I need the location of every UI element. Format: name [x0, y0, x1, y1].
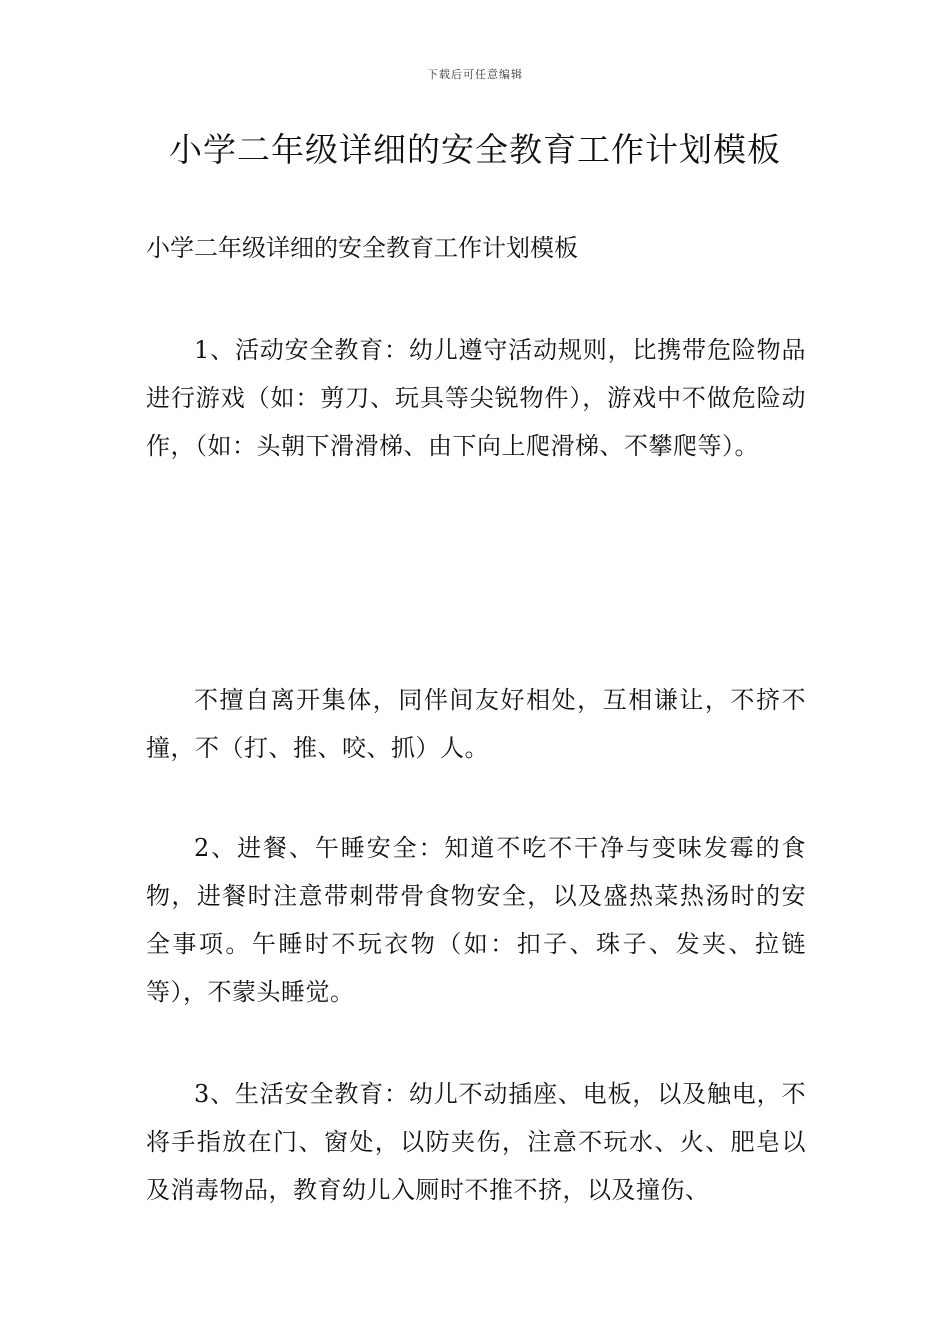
paragraph-meal-nap-safety: 2、进餐、午睡安全：知道不吃不干净与变味发霉的食物，进餐时注意带刺带骨食物安全，以及盛热菜热汤时的安全事项。午睡时不玩衣物（如：扣子、珠子、发夹、拉链等），不蒙头睡觉。: [146, 834, 806, 1006]
paragraph-group-behavior: 不擅自离开集体，同伴间友好相处，互相谦让，不挤不撞，不（打、推、咬、抓）人。: [146, 686, 806, 762]
header-note: 下载后可任意编辑: [427, 68, 523, 81]
document-subtitle: 小学二年级详细的安全教育工作计划模板: [146, 234, 578, 262]
paragraph-life-safety: 3、生活安全教育：幼儿不动插座、电板，以及触电，不将手指放在门、窗处，以防夹伤，注意不玩水、火、肥皂以及消毒物品，教育幼儿入厕时不推不挤，以及撞伤、: [146, 1080, 806, 1204]
document-title: 小学二年级详细的安全教育工作计划模板: [169, 130, 781, 169]
paragraph-activity-safety: 1、活动安全教育：幼儿遵守活动规则，比携带危险物品进行游戏（如：剪刀、玩具等尖锐物件），游戏中不做危险动作，（如：头朝下滑滑梯、由下向上爬滑梯、不攀爬等）。: [146, 336, 806, 460]
